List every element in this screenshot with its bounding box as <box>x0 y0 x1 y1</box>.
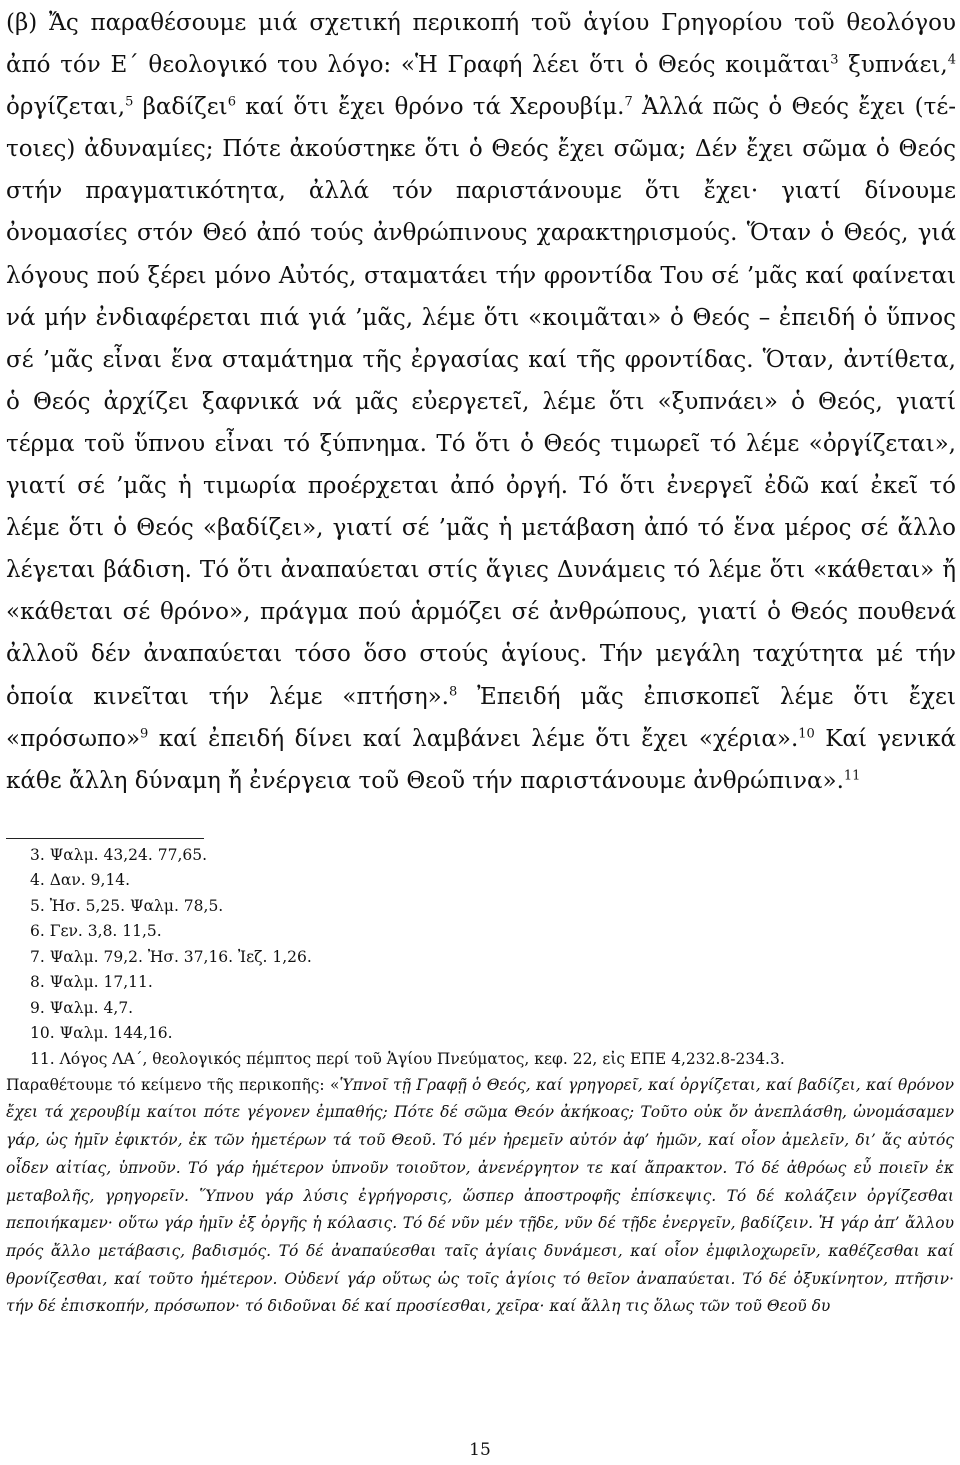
footnote-11-greek-quote: Ὑπνοῖ τῇ Γραφῇ ὁ Θεός, καί γρηγορεῖ, καί ὀργίζεται, καί βαδίζει, καί θρόνον ἔχει τά χερουβίμ καίτοι πότε γέγονεν ἐμπαθής; Πότε δέ σῶμα Θεόν ἀκήκοας; Τοῦτο οὐκ ὄν ἀνεπλάσθη, ὠνομάσαμεν γάρ, ὡς ἡμῖν ἐφικτόν, ἐκ τῶν ἡμετέρων τά τοῦ Θεοῦ. Τό μέν ἠρεμεῖν αὐτόν ἀφ’ ἡμῶν, καί οἷον ἀμελεῖν, δι’ ἅς αὐτός οἶδεν αἰτίας, ὑπνοῦν. Τό γάρ ἡμέτερον ὑπνοῦν τοιοῦτον, ἀνενέργητον τε καί ἄπρακτον. Τό δέ ἀθρόως εὖ ποιεῖν ἐκ μεταβολῆς, γρηγορεῖν. Ὕπνου γάρ λύσις ἐγρήγορσις, ὥσπερ ἀποστροφῆς ἐπίσκεψις. Τό δέ κολάζειν ὀργίζεσθαι πεποιήκαμεν· οὕτω γάρ ἡμῖν ἐξ ὀργῆς ἡ κόλασις. Τό δέ νῦν μέν τῇδε, νῦν δέ τῇδε ἐνεργεῖν, βαδίζειν. Ἡ γάρ ἀπ’ ἄλλου πρός ἄλλο μετάβασις, βαδισμός. Τό δέ ἀναπαύεσθαι ταῖς ἁγίαις δυνάμεσι, καί οἷον ἐμφιλοχωρεῖν, καθέζεσθαι καί θρονίζεσθαι, καί τοῦτο ἡμέτερον. Οὐδενί γάρ οὕτως ὡς τοῖς ἁγίοις τό θεῖον ἀναπαύεται. Τό δέ ὀξυκίνητον, πτῆσιν· τήν δέ ἐπισκοπήν, πρόσωπον· τό διδοῦναι δέ καί προσίεσθαι, χεῖρα· καί ἄλλη τις ὅλως τῶν τοῦ Θεοῦ δυ <box>6 1075 954 1316</box>
footnote-marker: 8 <box>448 683 458 699</box>
page-number: 15 <box>469 1440 491 1460</box>
footnote-marker: 9 <box>140 725 149 741</box>
text-run: (β) Ἄς παραθέσουμε μιά σχετική περικοπή τοῦ ἁγίου Γρηγορίου τοῦ θεολόγου ἀπό τόν Ε΄ θεολογικό του λόγο: «Ἡ Γραφή λέει ὅτι ὁ Θεός κοιμᾶται <box>6 10 956 79</box>
document-page <box>6 2 956 1321</box>
footnote-marker: 10 <box>798 725 815 741</box>
footnote-list <box>6 843 956 1047</box>
footnote-marker: 5 <box>125 94 134 110</box>
text-run: Ἀλλά πῶς ὁ Θεός ἔχει (τέτοιες) ἀδυναμίες; Πότε ἀκούστηκε ὅτι ὁ Θεός ἔχει σῶμα; Δέν ἔχει σῶμα ὁ Θεός στήν πραγματικότητα, ἀλλά τόν παριστάνουμε ὅτι ἔχει· γιατί δίνουμε ὀνομασίες στόν Θεό ἀπό τούς ἀνθρώπινους χαρακτηρισμούς. Ὅταν ὁ Θεός, γιά λόγους πού ξέρει μόνο Αὐτός, σταματάει τήν φροντίδα Του σέ ’μᾶς καί φαίνεται νά μήν ἐνδιαφέρεται πιά γιά ’μᾶς, λέμε ὅτι «κοιμᾶται» ὁ Θεός – ἐπειδή ὁ ὕπνος σέ ’μᾶς εἶναι ἕνα σταμάτημα τῆς ἐργασίας καί τῆς φροντίδας. Ὅταν, ἀντίθετα, ὁ Θεός ἀρχίζει ξαφνικά νά μᾶς εὐεργετεῖ, λέμε ὅτι «ξυπνάει» ὁ Θεός, γιατί τέρμα τοῦ ὕπνου εἶναι τό ξύπνημα. Τό ὅτι ὁ Θεός τιμωρεῖ τό λέμε «ὀργίζεται», γιατί σέ ’μᾶς ἡ τιμωρία προέρχεται ἀπό ὀργή. Τό ὅτι ἐνεργεῖ ἐδῶ καί ἐκεῖ τό λέμε ὅτι ὁ Θεός «βαδίζει», γιατί σέ ’μᾶς ἡ μετάβαση ἀπό τό ἕνα μέρος σέ ἄλλο λέγεται βάδιση. Τό ὅτι ἀναπαύεται στίς ἅγιες Δυνάμεις τό λέμε ὅτι «κάθεται» ἤ «κάθεται σέ θρόνο», πράγμα πού ἁρμόζει σέ ἀνθρώπους, γιατί ὁ Θεός πουθενά ἀλλοῦ δέν ἀναπαύεται τόσο ὅσο στούς ἁγίους. Τήν μεγάλη ταχύτητα μέ τήν ὁποία κινεῖται τήν λέμε «πτήση». <box>6 94 957 710</box>
footnote-divider <box>6 838 204 839</box>
footnote-marker: 6 <box>227 94 236 110</box>
text-run: βαδίζει <box>133 94 228 121</box>
footnote-item: 5. Ἠσ. 5,25. Ψαλμ. 78,5. <box>30 896 224 915</box>
text-run: ὀργίζεται, <box>6 94 126 121</box>
footnote-item: 7. Ψαλμ. 79,2. Ἠσ. 37,16. Ἰεζ. 1,26. <box>30 947 312 966</box>
main-paragraph <box>6 2 956 802</box>
text-run: Ἐπειδή μᾶς ἐπισκοπεῖ λέμε ὅτι ἔχει «πρόσωπο» <box>6 683 956 752</box>
text-run: ξυπνάει, <box>838 52 948 79</box>
footnote-11-intro: Παραθέτουμε τό κείμενο τῆς περικοπῆς: « <box>6 1075 340 1094</box>
text-run: καί ὅτι ἔχει θρόνο τά Χερουβίμ. <box>235 94 625 121</box>
footnote-marker: 7 <box>624 94 633 110</box>
footnote-11-quote <box>6 1072 956 1321</box>
footnote-item: 3. Ψαλμ. 43,24. 77,65. <box>30 845 208 864</box>
footnote-item: 6. Γεν. 3,8. 11,5. <box>30 922 162 941</box>
text-run: Καί γενικά κάθε ἄλλη δύναμη ἤ ἐνέργεια τοῦ Θεοῦ τήν παριστάνουμε ἀνθρώπινα». <box>6 725 956 794</box>
footnote-marker: 4 <box>947 52 956 68</box>
text-run: καί ἐπειδή δίνει καί λαμβάνει λέμε ὅτι ἔχει «χέρια». <box>148 725 799 752</box>
footnote-item: 9. Ψαλμ. 4,7. <box>30 998 134 1017</box>
footnote-item: 8. Ψαλμ. 17,11. <box>30 973 153 992</box>
footnote-marker: 11 <box>843 768 861 784</box>
footnote-marker: 3 <box>830 52 839 68</box>
footnote-item: 10. Ψαλμ. 144,16. <box>30 1024 173 1043</box>
footnote-11-head: 11. Λόγος ΛΑ΄, θεολογικός πέμπτος περί τοῦ Ἁγίου Πνεύματος, κεφ. 22, εἰς ΕΠΕ 4,232.8-234.3. <box>30 1049 785 1068</box>
footnote-item: 4. Δαν. 9,14. <box>30 871 131 890</box>
